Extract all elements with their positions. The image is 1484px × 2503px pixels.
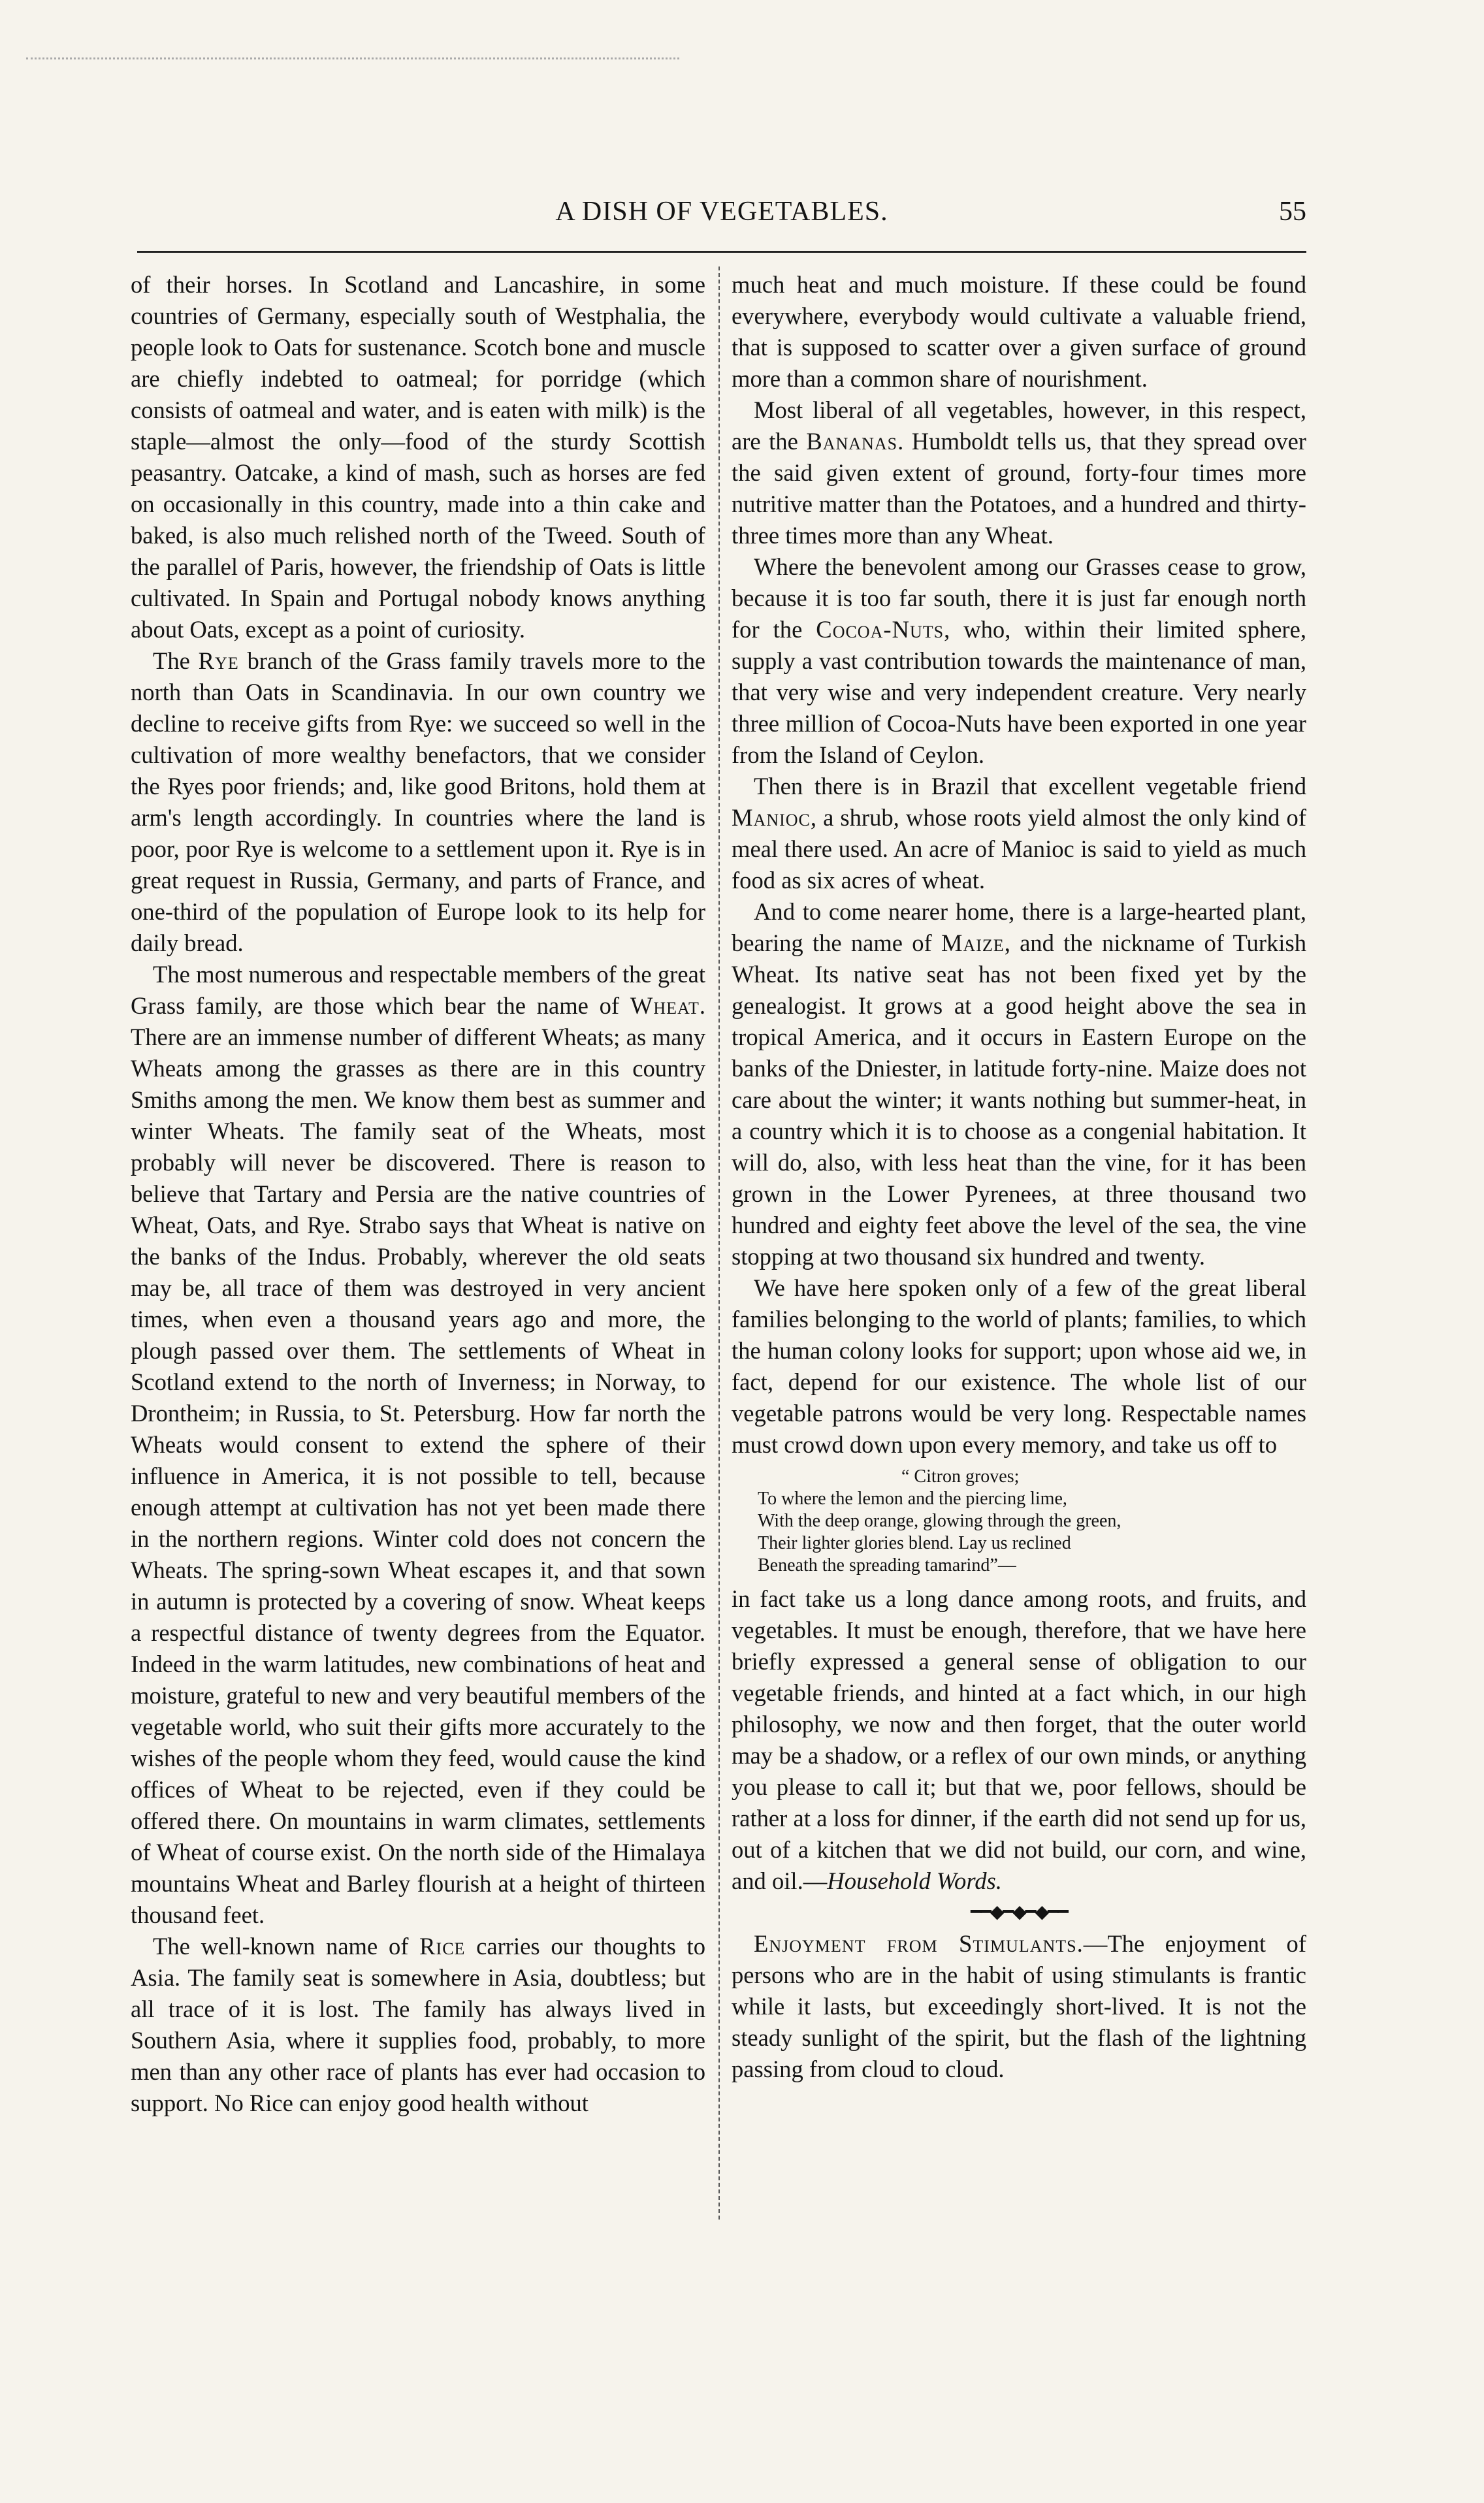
paragraph-conclusion [732, 1583, 1306, 1897]
paragraph-rye [131, 645, 705, 959]
text-run: , a shrub, whose roots yield almost the only kind of meal there used. An acre of Manioc is said to yield as much food as six acres of wheat. [732, 804, 1306, 894]
text-run: . Humboldt tells us, that they spread over the said given extent of ground, forty-four times more nutritive matter than the Potatoes, and a hundred and thirty-three times more than any Wheat. [732, 428, 1306, 549]
manioc-heading: Manioc [732, 804, 811, 831]
bananas-heading: Bananas [806, 428, 898, 455]
left-column [131, 269, 705, 2216]
wheat-heading: Wheat [630, 992, 700, 1019]
poem-line: With the deep orange, glowing through the green, [758, 1511, 1121, 1531]
poem-line: Beneath the spreading tamarind”— [758, 1555, 1016, 1575]
paragraph-families: We have here spoken only of a few of the great liberal families belonging to the world of plants; families, to which the human colony looks for support; upon whose aid we, in fact, depend for our existence. The whole list of our vegetable patrons would be very long. Respectable names must crowd down upon every memory, and take us off to [732, 1274, 1306, 1458]
source-citation: Household Words. [827, 1867, 1002, 1894]
text-run: The well-known name of [153, 1933, 420, 1960]
text-run: —The enjoyment of persons who are in the habit of using stimulants is frantic while it lasts, but exceedingly short-lived. It is not the steady sunlight of the spirit, but the flash of the lightning passing from cloud to cloud. [732, 1930, 1306, 2082]
running-head [137, 196, 1306, 242]
paragraph-oats: of their horses. In Scotland and Lancashire, in some countries of Germany, especially south of Westphalia, the people look to Oats for sustenance. Scotch bone and muscle are chiefly indebted to oatmeal; for porridge (which consists of oatmeal and water, and is eaten with milk) is the staple—almost the only—food of the sturdy Scottish peasantry. Oatcake, a kind of mash, such as horses are fed on occasionally in this country, made into a thin cake and baked, is also much relished north of the Tweed. South of the parallel of Paris, however, the friendship of Oats is little cultivated. In Spain and Portugal nobody knows anything about Oats, except as a point of curiosity. [131, 271, 705, 643]
rye-heading: Rye [198, 647, 239, 674]
text-run: . There are an immense number of different Wheats; as many Wheats among the grasses as there are in this country Smiths among the men. We know them best as summer and winter Wheats. The family seat of the Wheats, most probably will never be discovered. There is reason to believe that Tartary and Persia are the native countries of Wheat, Oats, and Rye. Strabo says that Wheat is native on the banks of the Indus. Probably, wherever the old seats may be, all trace of them was destroyed in very ancient times, when even a thousand years ago and more, the plough passed over them. The settlements of Wheat in Scotland extend to the north of Inverness; in Norway, to Drontheim; in Russia, to St. Petersburg. How far north the Wheats would consent to extend the sphere of their influence in America, it is not possible to tell, because enough attempt at cultivation has not yet been made there in the northern regions. Winter cold does not concern the Wheats. The spring-sown Wheat escapes it, and that sown in autumn is protected by a covering of snow. Wheat keeps a respectful distance of twenty degrees from the Equator. Indeed in the warm latitudes, new combinations of heat and moisture, grateful to new and very beautiful members of the vegetable world, who suit their gifts more accurately to the wishes of the people whom they feed, would cause the kind offices of Wheat to be rejected, even if they could be offered there. On mountains in warm climates, settlements of Wheat of course exist. On the north side of the Himalaya mountains Wheat and Barley flourish at a height of thirteen thousand feet. [131, 992, 705, 1928]
section-ornament: ━━◆━◆━◆━━ [971, 1902, 1067, 1922]
text-run: branch of the Grass family travels more to the north than Oats in Scandinavia. In our own country we decline to receive gifts from Rye: we succeed so well in the cultivation of more wealthy benefactors, that we consider the Ryes poor friends; and, like good Britons, hold them at arm's length accordingly. In countries where the land is poor, poor Rye is welcome to a settlement upon it. Rye is in great request in Russia, Germany, and parts of France, and one-third of the population of Europe look to its help for daily bread. [131, 647, 705, 956]
page-number: 55 [1279, 197, 1306, 227]
header-rule [137, 251, 1306, 253]
paragraph-rice [131, 1931, 705, 2119]
scan-specks [26, 57, 679, 66]
paragraph-bananas [732, 395, 1306, 551]
text-run: carries our thoughts to Asia. The family seat is somewhere in Asia, doubtless; but all trace of it is lost. The family has always lived in Southern Asia, where it supplies food, probably, to more men than any other race of plants has ever had occasion to support. No Rice can enjoy good health without [131, 1933, 705, 2116]
page-title: A DISH OF VEGETABLES. [555, 197, 888, 227]
poem-quotation [732, 1466, 1306, 1577]
paragraph-rice-continued: much heat and much moisture. If these could be found everywhere, everybody would cultivate a valuable friend, that is supposed to scatter over a given surface of ground more than a common share of nourishment. [732, 271, 1306, 392]
text-run: Then there is in Brazil that excellent vegetable friend [754, 773, 1306, 799]
paragraph-manioc [732, 771, 1306, 896]
rice-heading: Rice [419, 1933, 466, 1960]
paragraph-wheat [131, 959, 705, 1931]
text-run: And to come nearer home, there is a large-hearted plant, bearing the name of [732, 898, 1306, 956]
text-run: , and the nickname of Turkish Wheat. Its native seat has not been fixed yet by the genealogist. It grows at a good height above the sea in tropical America, and it occurs in Eastern Europe on the banks of the Dniester, in latitude forty-nine. Maize does not care about the winter; it wants nothing but summer-heat, in a country which it is to choose as a congenial habitation. It will do, also, with less heat than the vine, for it has been grown in the Lower Pyrenees, at three thousand two hundred and eighty feet above the level of the sea, the vine stopping at two thousand six hundred and twenty. [732, 929, 1306, 1270]
paragraph-stimulants [732, 1928, 1306, 2085]
cocoa-nuts-heading: Cocoa-Nuts [816, 616, 944, 643]
stimulants-heading: Enjoyment from Stimulants. [754, 1930, 1084, 1957]
paragraph-maize [732, 896, 1306, 1272]
column-divider [718, 266, 720, 2220]
paragraph-cocoa-nuts [732, 551, 1306, 771]
maize-heading: Maize [941, 929, 1005, 956]
poem-line: “ Citron groves; [901, 1466, 1020, 1487]
text-run: , who, within their limited sphere, supply a vast contribution towards the maintenance of man, that very wise and very independent creature. Very nearly three million of Cocoa-Nuts have been exported in one year from the Island of Ceylon. [732, 616, 1306, 768]
text-run: Most liberal of all vegetables, however, in this respect, are the [732, 396, 1306, 455]
poem-line: Their lighter glories blend. Lay us reclined [758, 1533, 1071, 1553]
right-column [732, 269, 1306, 2216]
poem-line: To where the lemon and the piercing lime, [758, 1489, 1067, 1509]
text-run: in fact take us a long dance among roots, and fruits, and vegetables. It must be enough, therefore, that we have here briefly expressed a general sense of obligation to our vegetable friends, and hinted at a fact which, in our high philosophy, we now and then forget, that the outer world may be a shadow, or a reflex of our own minds, or anything you please to call it; but that we, poor fellows, should be rather at a loss for dinner, if the earth did not send up for us, out of a kitchen that we did not build, our corn, and wine, and oil.— [732, 1585, 1306, 1894]
text-run: The most numerous and respectable members of the great Grass family, are those which bear the name of [131, 961, 705, 1019]
text-run: Where the benevolent among our Grasses cease to grow, because it is too far south, there it is just far enough north for the [732, 553, 1306, 643]
text-run: The [153, 647, 199, 674]
